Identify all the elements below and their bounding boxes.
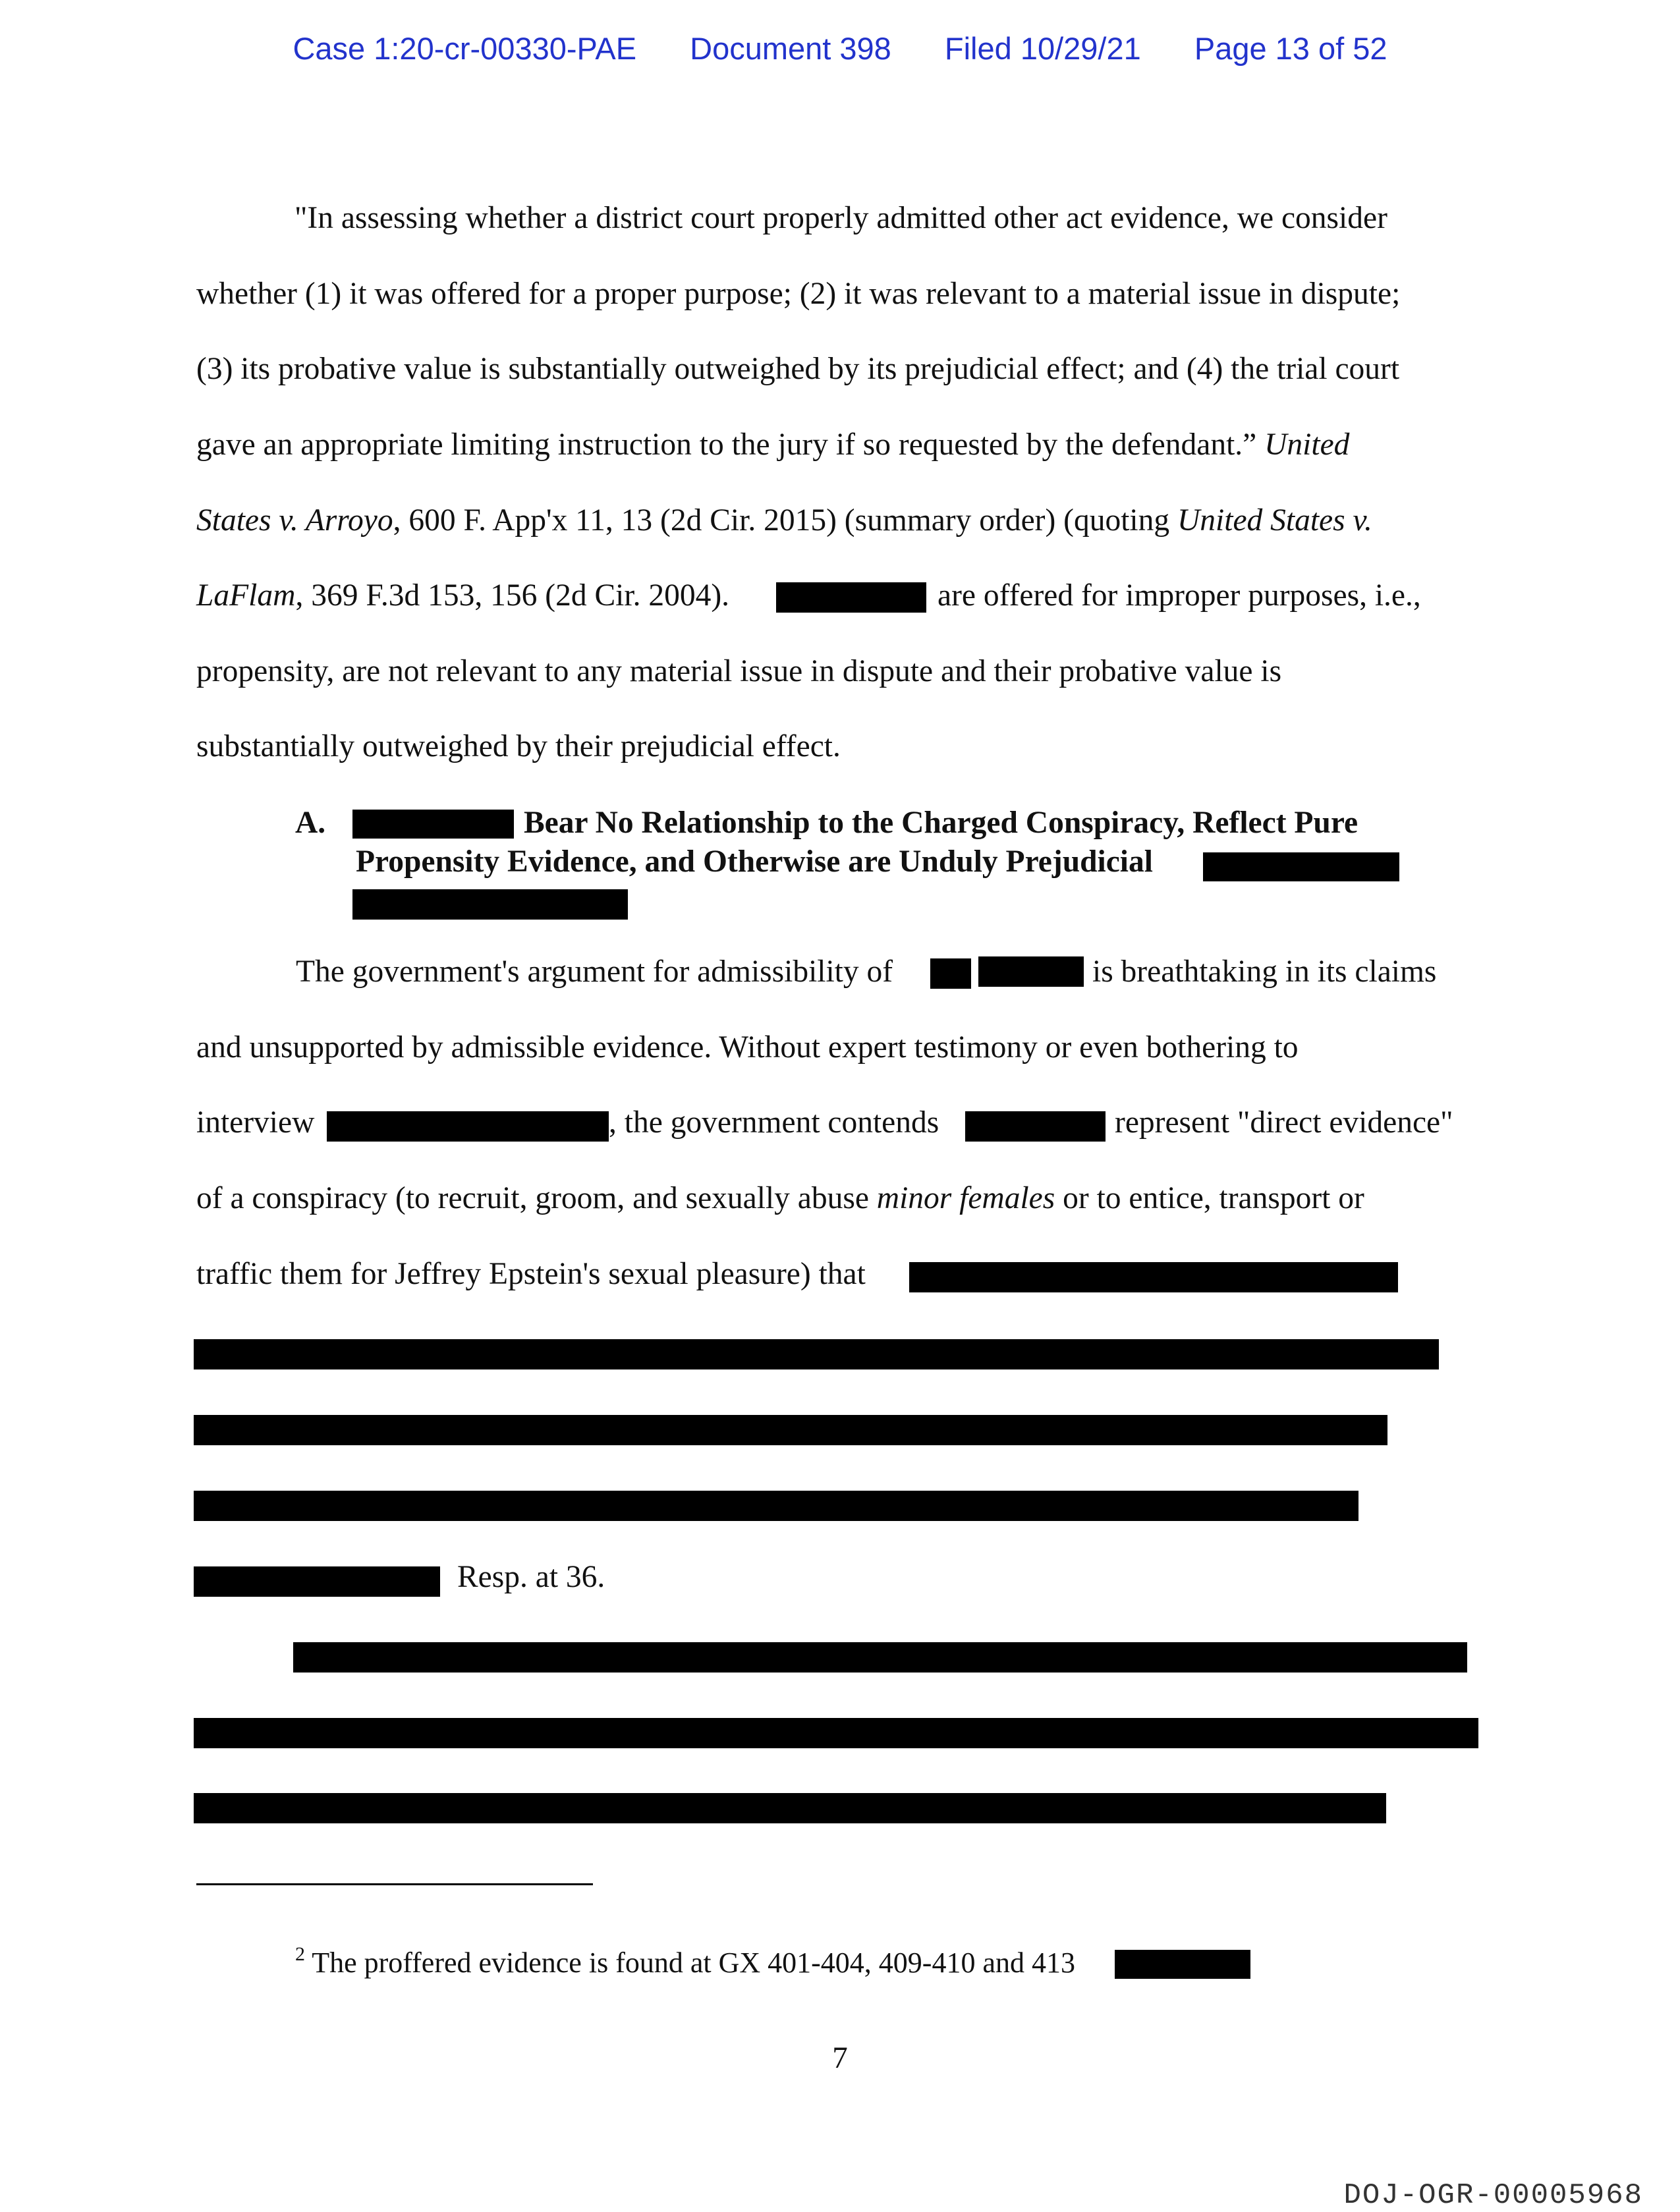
footnote-text: The proffered evidence is found at GX 401-404, 409-410 and 413 — [312, 1947, 1075, 1979]
redaction-line — [194, 1415, 1387, 1445]
section-heading-line: Propensity Evidence, and Otherwise are Unduly Prejudicial — [356, 844, 1153, 879]
redaction-block — [352, 889, 628, 920]
case-name-italic: States v. Arroyo — [196, 503, 393, 538]
para1-text: , 600 F. App'x 11, 13 (2d Cir. 2015) (summary order) (quoting — [393, 503, 1170, 538]
redaction-line — [194, 1491, 1358, 1521]
redaction-block — [909, 1262, 1398, 1292]
para2-line: interview — [196, 1105, 315, 1140]
para1-line: "In assessing whether a district court properly admitted other act evidence, we consider — [294, 201, 1387, 235]
bates-number: DOJ-OGR-00005968 — [1343, 2179, 1643, 2212]
redaction-block — [1203, 852, 1399, 881]
redaction-block — [194, 1566, 440, 1597]
section-label: A. — [295, 806, 326, 840]
footnote — [295, 1945, 1075, 1977]
redaction-block — [352, 810, 514, 839]
redaction-line — [194, 1793, 1386, 1823]
para2-line: and unsupported by admissible evidence. Without expert testimony or even bothering to — [196, 1030, 1299, 1065]
para1-line: propensity, are not relevant to any material issue in dispute and their probative value is — [196, 654, 1282, 688]
citation: Resp. at 36. — [457, 1560, 605, 1594]
filed-date: Filed 10/29/21 — [944, 31, 1141, 66]
document-number: Document 398 — [690, 31, 891, 66]
footnote-divider — [196, 1883, 593, 1885]
redaction-line — [293, 1642, 1467, 1673]
emphasis-italic: minor females — [876, 1181, 1055, 1215]
para2-line: represent "direct evidence" — [1115, 1105, 1453, 1140]
case-name-italic: United — [1264, 428, 1350, 462]
para2-text: of a conspiracy (to recruit, groom, and sexually abuse — [196, 1181, 869, 1215]
case-name-italic: United States v. — [1177, 503, 1372, 538]
para2-line: , the government contends — [609, 1105, 939, 1140]
page-of: Page 13 of 52 — [1194, 31, 1387, 66]
para1-line: are offered for improper purposes, i.e., — [938, 578, 1421, 613]
para1-line — [196, 429, 1349, 461]
redaction-line — [194, 1339, 1439, 1369]
redaction-block — [930, 958, 971, 989]
case-number: Case 1:20-cr-00330-PAE — [293, 31, 637, 66]
para1-text: , 369 F.3d 153, 156 (2d Cir. 2004). — [295, 578, 730, 613]
para1-line — [196, 580, 729, 612]
para1-line — [196, 505, 1372, 537]
section-heading-line: Bear No Relationship to the Charged Conspiracy, Reflect Pure — [524, 806, 1358, 840]
para2-line: traffic them for Jeffrey Epstein's sexual pleasure) that — [196, 1257, 866, 1291]
para1-line: whether (1) it was offered for a proper purpose; (2) it was relevant to a material issue in dispute; — [196, 277, 1401, 311]
redaction-block — [327, 1111, 609, 1142]
case-name-italic: LaFlam — [196, 578, 296, 613]
footnote-marker: 2 — [295, 1943, 305, 1965]
case-header — [0, 30, 1680, 67]
para2-line: is breathtaking in its claims — [1092, 954, 1437, 989]
para2-text: or to entice, transport or — [1063, 1181, 1364, 1215]
page-number: 7 — [832, 2041, 848, 2075]
redaction-block — [978, 956, 1084, 987]
para2-line: The government's argument for admissibility of — [296, 954, 893, 989]
redaction-line — [194, 1718, 1478, 1748]
para1-line: substantially outweighed by their prejudicial effect. — [196, 729, 841, 763]
para2-line — [196, 1183, 1364, 1215]
para1-text: gave an appropriate limiting instruction to the jury if so requested by the defendant.” — [196, 428, 1257, 462]
redaction-block — [1115, 1950, 1250, 1979]
para1-line: (3) its probative value is substantially outweighed by its prejudicial effect; and (4) the trial court — [196, 352, 1400, 386]
redaction-block — [776, 582, 926, 613]
redaction-block — [965, 1111, 1106, 1142]
